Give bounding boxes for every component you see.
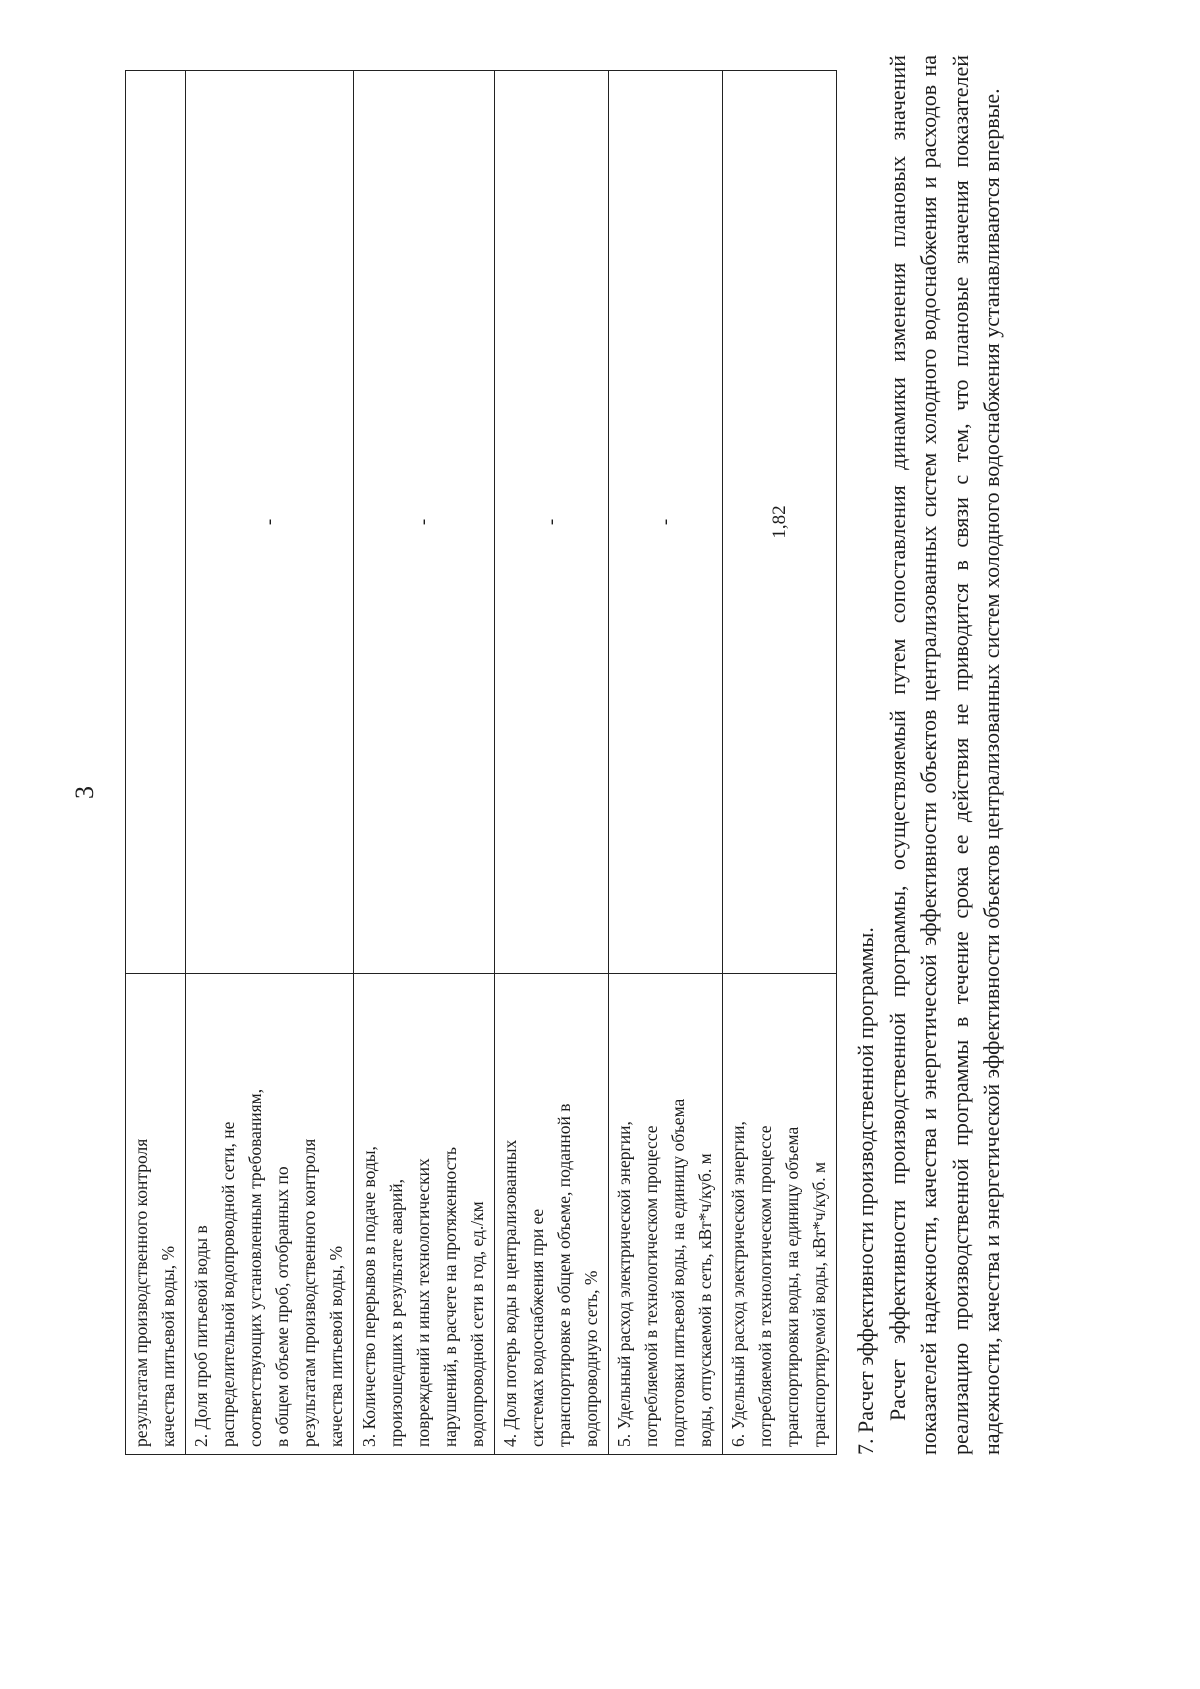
indicator-value: - <box>186 71 354 974</box>
label-line: повреждений и иных технологических <box>413 1158 433 1447</box>
label-line: качества питьевой воды, % <box>326 1245 346 1447</box>
label-line: потребляемой в технологическом процессе <box>641 1125 661 1447</box>
label-line: водопроводной сети в год, ед./км <box>467 1201 487 1447</box>
label-line: произошедших в результате аварий, <box>386 1178 406 1447</box>
label-line: транспортировке в общем объеме, поданной в <box>554 1103 574 1447</box>
label-line: результатам производственного контроля <box>131 1138 151 1447</box>
label-line: воды, отпускаемой в сеть, кВт*ч/куб. м <box>695 1153 715 1447</box>
indicator-label <box>609 974 723 1455</box>
label-line: результатам производственного контроля <box>299 1138 319 1447</box>
indicator-label <box>186 974 354 1455</box>
table-row <box>126 71 186 1455</box>
table-row <box>354 71 495 1455</box>
indicator-value: - <box>495 71 609 974</box>
section-paragraph: Расчет эффективности производственной программы, осуществляемый путем сопоставления динамики изменения плановых значений показателей надежности, качества и энергетической эффективности объектов централизованных систем холодного водоснабжения и расходов на реализацию производственной программы в течение срока ее действия не приводится в связи с тем, что плановые значения показателей надежности, качества и энергетической эффективности объектов централизованных систем холодного водоснабжения устанавливаются впервые. <box>884 55 1004 1455</box>
indicator-value: 1,82 <box>723 71 837 974</box>
label-line: транспортируемой воды, кВт*ч/куб. м <box>809 1161 829 1447</box>
section-title: 7. Расчет эффективности производственной программы. <box>853 927 878 1455</box>
indicator-label <box>354 974 495 1455</box>
indicator-label <box>495 974 609 1455</box>
label-line: транспортировки воды, на единицу объема <box>782 1126 802 1447</box>
indicators-table <box>125 70 837 1455</box>
indicator-value <box>126 71 186 974</box>
label-line: 3. Количество перерывов в подаче воды, <box>359 1146 379 1447</box>
label-line: подготовки питьевой воды, на единицу объема <box>668 1098 688 1447</box>
table-row <box>186 71 354 1455</box>
label-line: 2. Доля проб питьевой воды в <box>191 1225 211 1447</box>
label-line: нарушений, в расчете на протяженность <box>440 1147 460 1447</box>
label-line: 5. Удельный расход электрической энергии, <box>614 1121 634 1447</box>
indicator-label <box>723 974 837 1455</box>
label-line: в общем объеме проб, отобранных по <box>272 1166 292 1447</box>
label-line: соответствующих установленным требованиям, <box>245 1088 265 1447</box>
label-line: 4. Доля потерь воды в централизованных <box>500 1139 520 1447</box>
label-line: 6. Удельный расход электрической энергии, <box>728 1121 748 1447</box>
table-row <box>495 71 609 1455</box>
table-row <box>723 71 837 1455</box>
label-line: водопроводную сеть, % <box>581 1270 601 1447</box>
table-row <box>609 71 723 1455</box>
label-line: системах водоснабжения при ее <box>527 1208 547 1447</box>
indicator-value: - <box>609 71 723 974</box>
page-number: 3 <box>70 786 99 799</box>
label-line: распределительной водопроводной сети, не <box>218 1121 238 1447</box>
label-line: потребляемой в технологическом процессе <box>755 1125 775 1447</box>
indicator-value: - <box>354 71 495 974</box>
efficiency-section <box>850 55 1008 1455</box>
label-line: качества питьевой воды, % <box>158 1245 178 1447</box>
indicator-label <box>126 974 186 1455</box>
